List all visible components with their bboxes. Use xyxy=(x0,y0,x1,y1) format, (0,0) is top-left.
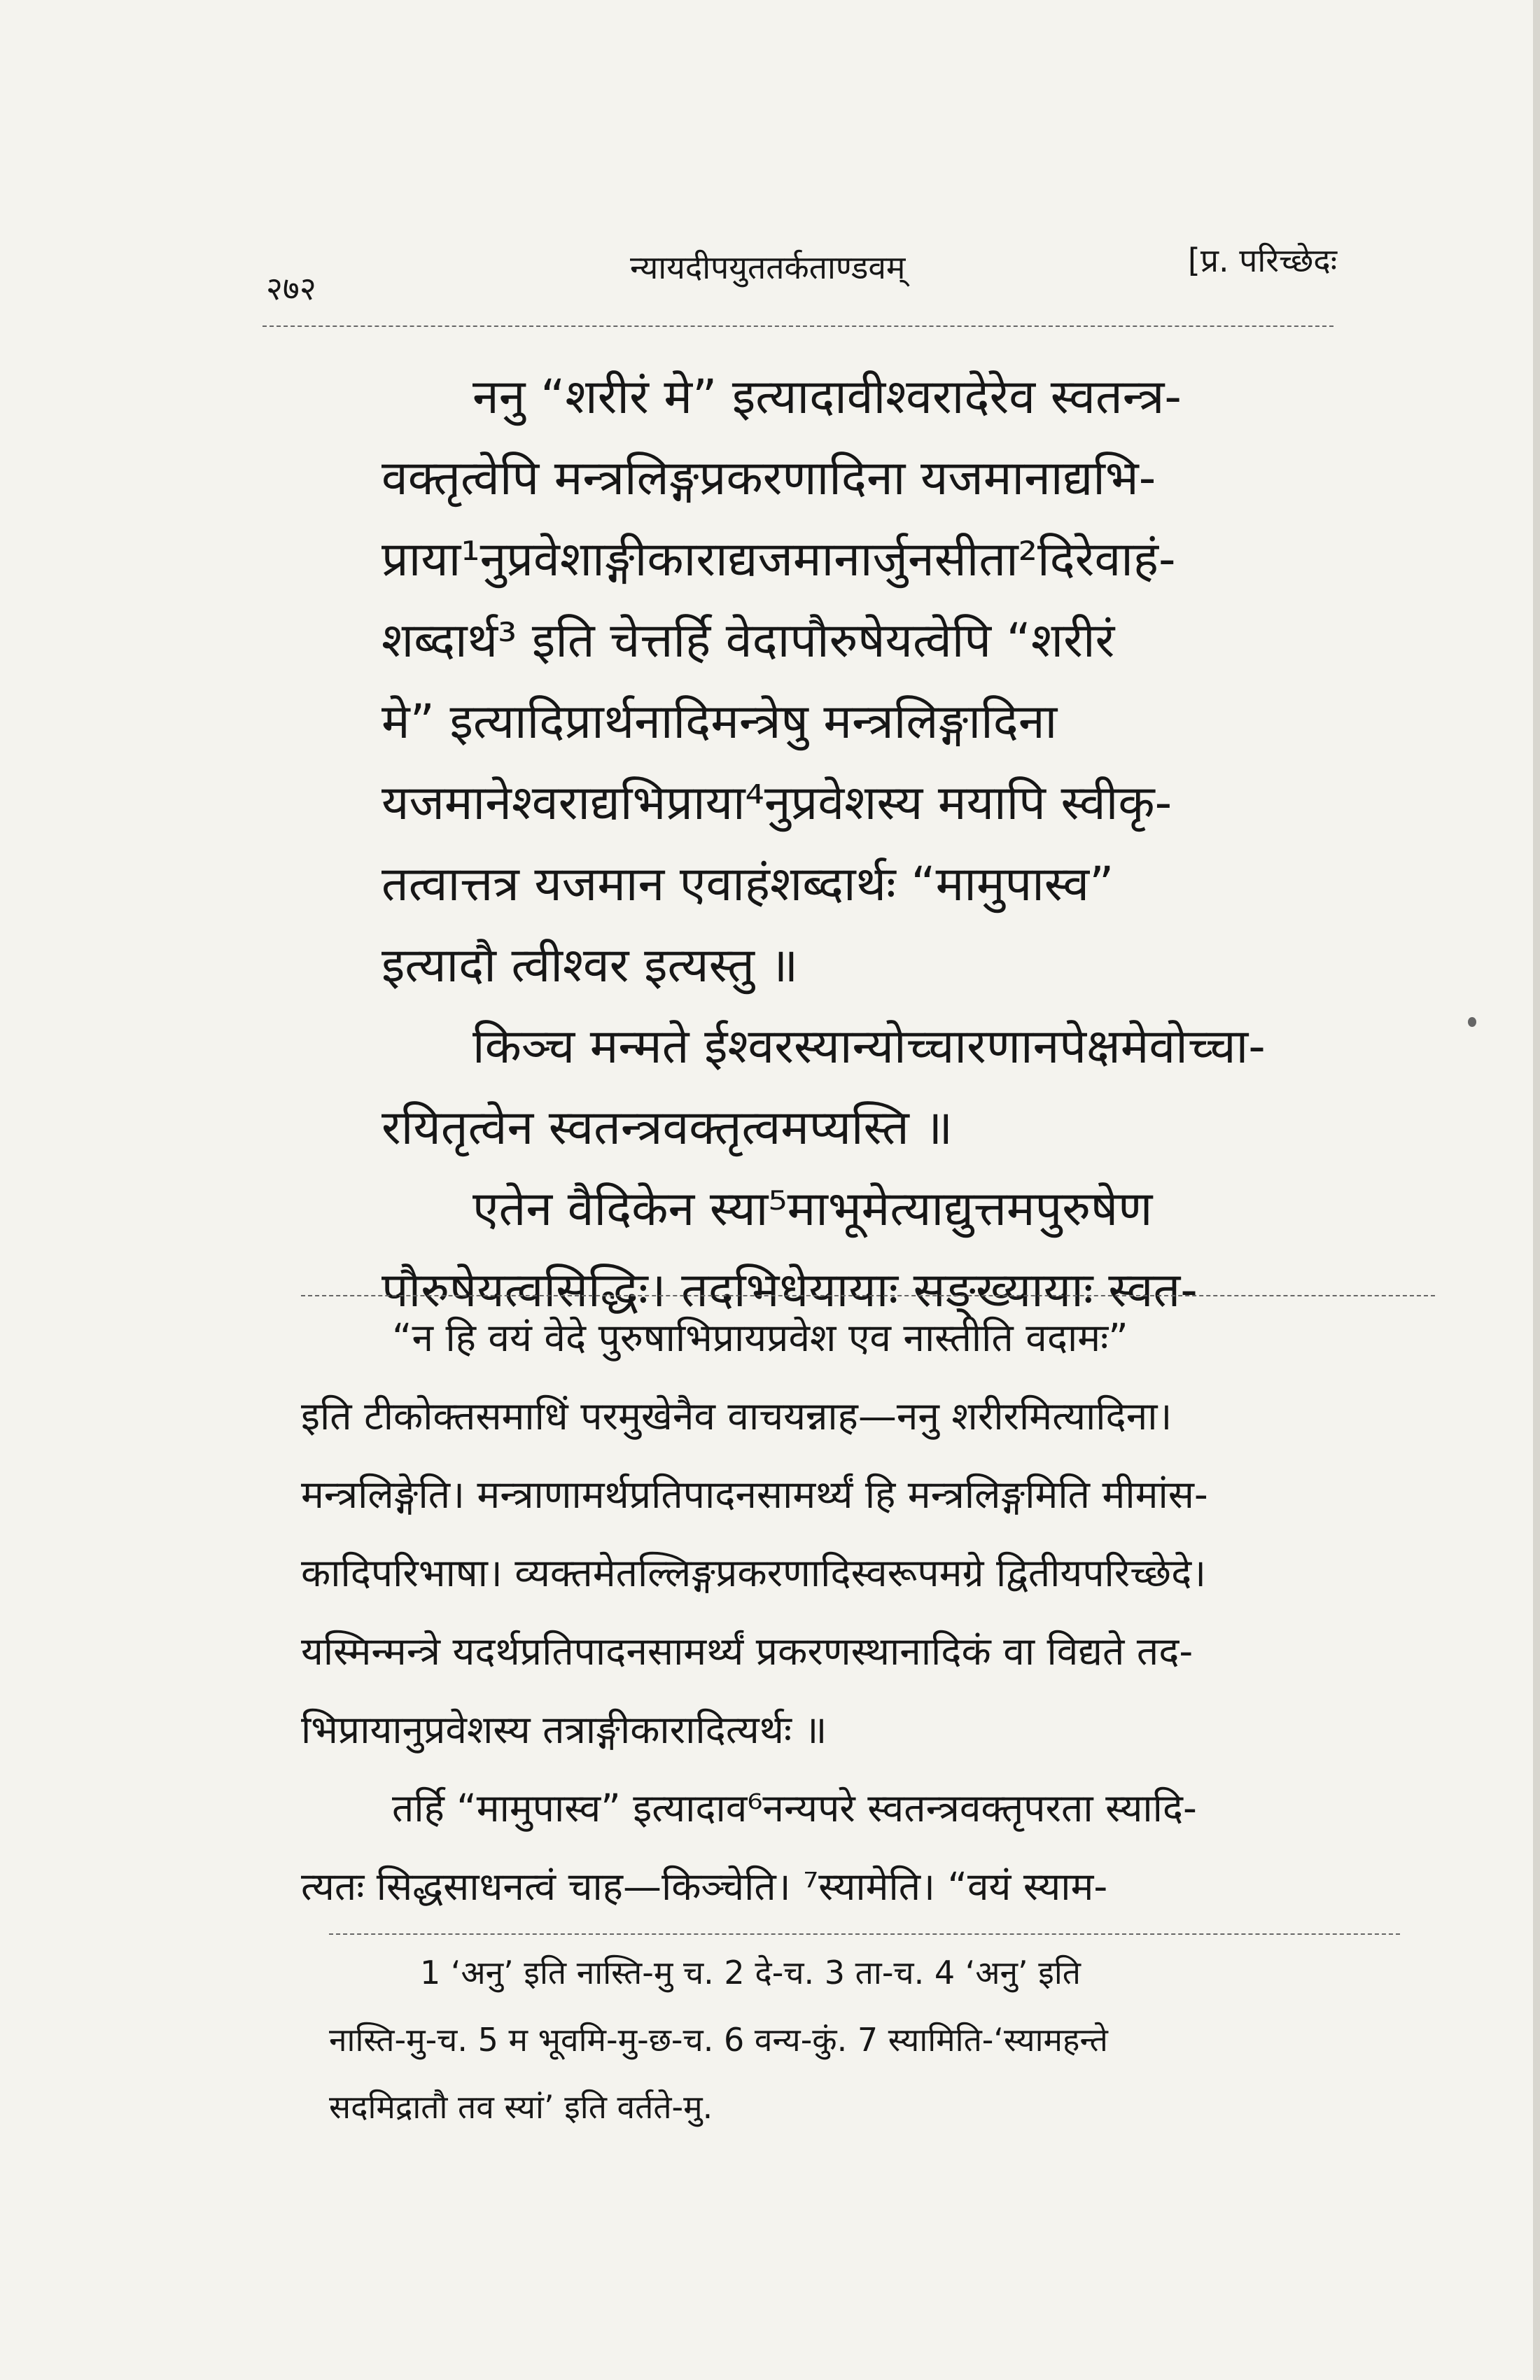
commentary-line: इति टीकोक्तसमाधिं परमुखेनैव वाचयन्नाह—ननु शरीरमित्यादिना। xyxy=(301,1394,1172,1438)
main-text-line: रयितृत्वेन स्वतन्त्रवक्तृत्वमप्यस्ति ॥ xyxy=(382,1100,953,1156)
main-text-line: यजमानेश्वराद्यभिप्राया⁴नुप्रवेशस्य मयापि स्वीकृ- xyxy=(382,776,1172,831)
book-title: न्यायदीपयुततर्कताण्डवम् xyxy=(630,248,906,286)
footnote-line: सदमिद्रातौ तव स्यां’ इति वर्तते-मु. xyxy=(329,2088,713,2126)
commentary-line: यस्मिन्मन्त्रे यदर्थप्रतिपादनसामर्थ्यं प्रकरणस्थानादिकं वा विद्यते तद- xyxy=(301,1629,1194,1674)
footnote-line: 1 ‘अनु’ इति नास्ति-मु च. 2 दे-च. 3 ता-च. 4 ‘अनु’ इति xyxy=(420,1954,1082,1991)
commentary-line: भिप्रायानुप्रवेशस्य तत्राङ्गीकारादित्यर्थः ॥ xyxy=(301,1707,827,1752)
main-text-line: तत्वात्तत्र यजमान एवाहंशब्दार्थः “मामुपास्व” xyxy=(382,857,1114,912)
page-edge-shadow xyxy=(1533,0,1540,2380)
footnote-rule xyxy=(329,1933,1400,1935)
main-text xyxy=(382,357,1292,1331)
page-number: २७२ xyxy=(266,270,316,307)
main-text-line: एतेन वैदिकेन स्या⁵माभूमेत्याद्युत्तमपुरुषेण xyxy=(472,1182,1153,1237)
commentary-line: कादिपरिभाषा। व्यक्तमेतल्लिङ्गप्रकरणादिस्वरूपमग्रे द्वितीयपरिच्छेदे। xyxy=(301,1550,1207,1595)
main-text-line: शब्दार्थ³ इति चेत्तर्हि वेदापौरुषेयत्वेपि “शरीरं xyxy=(382,613,1115,668)
ink-speck xyxy=(1468,1017,1476,1027)
chapter-label: [प्र. परिच्छेदः xyxy=(1187,241,1337,279)
main-text-line: पौरुषेयत्वसिद्धिः। तदभिधेयायाः सङ्ख्यायाः स्वत- xyxy=(382,1263,1198,1318)
footnote-line: नास्ति-मु-च. 5 म भूवमि-मु-छ-च. 6 वन्य-कुं. 7 स्यामिति-‘स्यामहन्ते xyxy=(329,2021,1108,2059)
commentary-line: मन्त्रलिङ्गेति। मन्त्राणामर्थप्रतिपादनसामर्थ्यं हि मन्त्रलिङ्गमिति मीमांस- xyxy=(301,1472,1208,1517)
commentary-line: “न हि वयं वेदे पुरुषाभिप्रायप्रवेश एव नास्तीति वदामः” xyxy=(392,1315,1128,1360)
commentary-rule xyxy=(301,1295,1435,1296)
main-text-line: किञ्च मन्मते ईश्वरस्यान्योच्चारणानपेक्षमेवोच्चा- xyxy=(472,1019,1266,1074)
main-text-line: वक्तृत्वेपि मन्त्रलिङ्गप्रकरणादिना यजमानाद्यभि- xyxy=(382,451,1156,506)
main-text-line: ननु “शरीरं मे” इत्यादावीश्वरादेरेव स्वतन्त्र- xyxy=(472,370,1182,425)
header-rule xyxy=(262,326,1334,327)
commentary-line: त्यतः सिद्धसाधनत्वं चाह—किञ्चेति। ⁷स्यामेति। “वयं स्याम- xyxy=(301,1864,1108,1909)
footnotes xyxy=(329,1939,1421,2141)
commentary-line: तर्हि “मामुपास्व” इत्यादाव⁶नन्यपरे स्वतन्त्रवक्तृपरता स्यादि- xyxy=(392,1786,1197,1830)
main-text-line: प्राया¹नुप्रवेशाङ्गीकाराद्यजमानार्जुनसीता²दिरेवाहं- xyxy=(382,532,1176,587)
running-header xyxy=(266,238,1337,315)
main-text-line: इत्यादौ त्वीश्वर इत्यस्तु ॥ xyxy=(382,938,799,993)
commentary xyxy=(301,1298,1400,1926)
main-text-line: मे” इत्यादिप्रार्थनादिमन्त्रेषु मन्त्रलिङ्गादिना xyxy=(382,694,1058,750)
